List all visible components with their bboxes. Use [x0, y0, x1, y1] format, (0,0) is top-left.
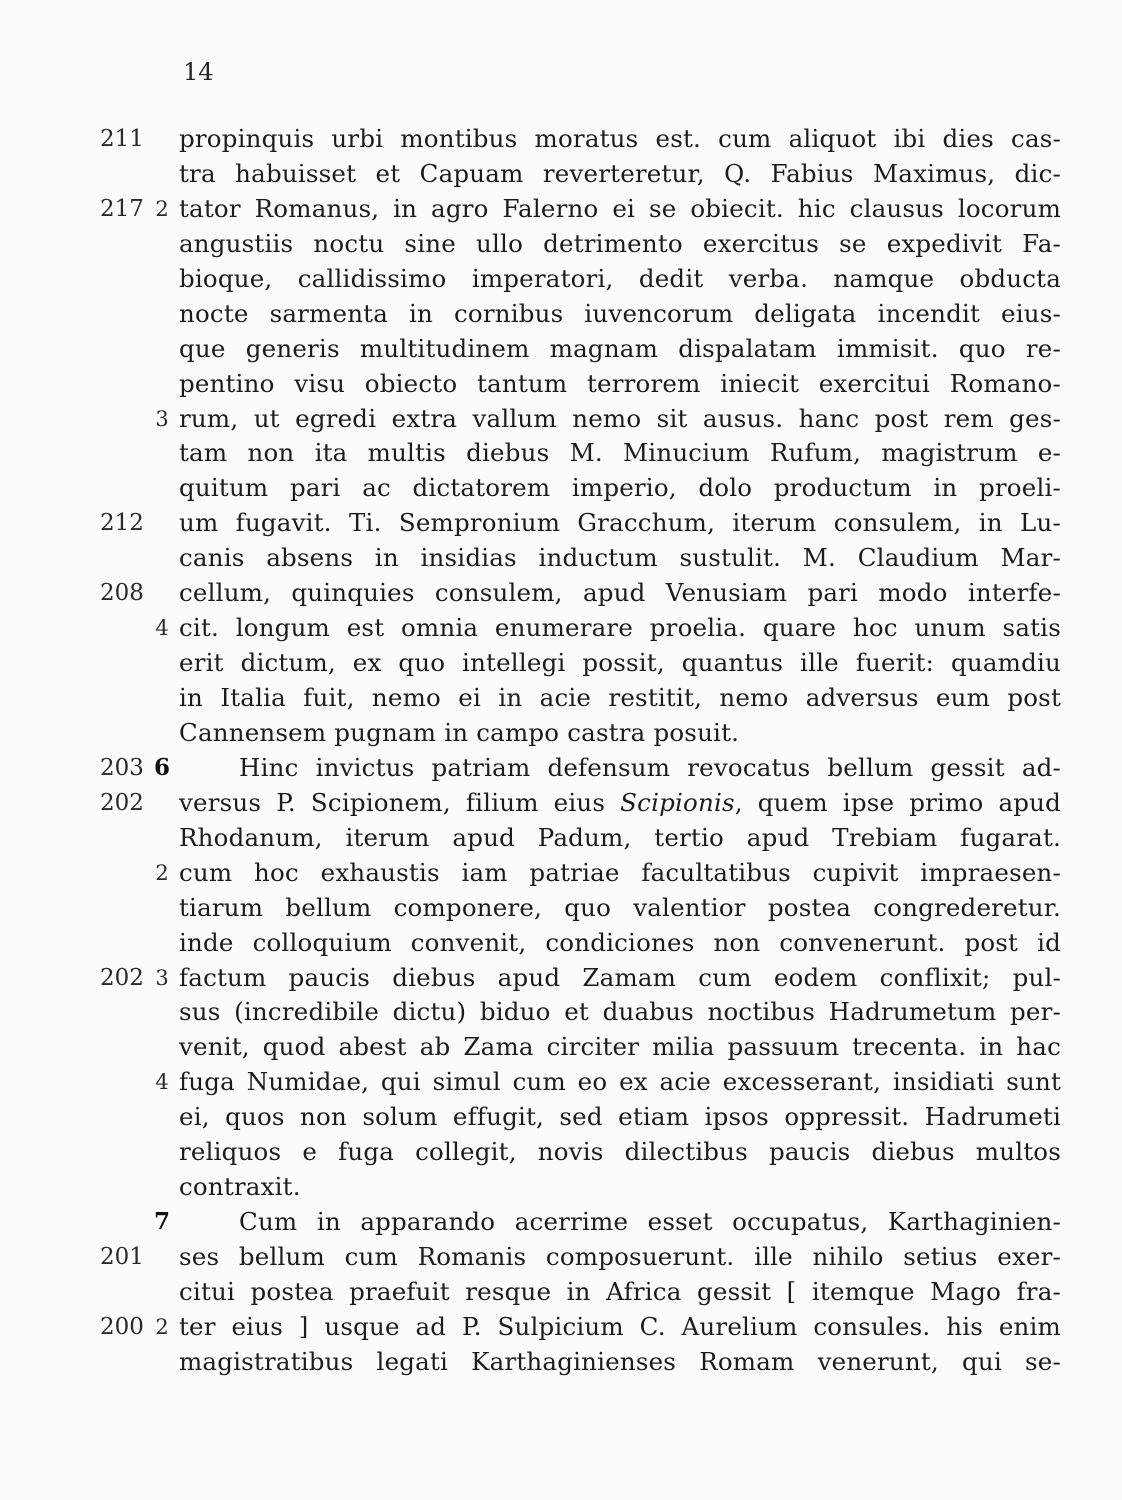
line-text: propinquis urbi montibus moratus est. cum aliquot ibi dies cas-	[179, 124, 1061, 153]
margin-year: 200	[100, 1313, 144, 1340]
text-line	[95, 1135, 1075, 1170]
line-text: venit, quod abest ab Zama circiter milia passuum trecenta. in hac	[179, 1032, 1061, 1062]
section-number: 4	[155, 1070, 169, 1095]
text-line	[95, 1345, 1075, 1380]
line-text: factum paucis diebus apud Zamam cum eodem conflixit; pul-	[179, 962, 1061, 992]
margin-year: 208	[100, 580, 144, 607]
line-text: contraxit.	[179, 1172, 301, 1202]
line-text: rum, ut egredi extra vallum nemo sit ausus. hanc post rem ges-	[179, 403, 1061, 433]
line-text: que generis multitudinem magnam dispalatam immisit. quo re-	[179, 333, 1061, 363]
section-number: 2	[155, 1314, 169, 1339]
section-number: 3	[155, 406, 169, 431]
text-line	[95, 297, 1075, 332]
text-line	[95, 926, 1075, 961]
text-line	[95, 786, 1075, 821]
text-line	[95, 646, 1075, 681]
line-text: tiarum bellum componere, quo valentior postea congrederetur.	[179, 892, 1061, 922]
line-text: Cannensem pugnam in campo castra posuit.	[179, 717, 740, 747]
line-text: pentino visu obiecto tantum terrorem iniecit exercitui Romano-	[179, 368, 1061, 398]
line-text: cum hoc exhaustis iam patriae facultatibus cupivit impraesen-	[179, 857, 1061, 887]
page-number: 14	[183, 58, 214, 86]
line-text-italic: Scipionis	[620, 787, 735, 817]
main-text-block	[95, 122, 1075, 1380]
line-text: tator Romanus, in agro Falerno ei se obiecit. hic clausus locorum	[179, 193, 1061, 223]
text-line	[95, 611, 1075, 646]
line-text: Cum in apparando acerrime esset occupatus, Karthaginien-	[239, 1207, 1061, 1237]
text-line	[95, 471, 1075, 506]
text-line	[95, 1205, 1075, 1240]
line-text: canis absens in insidias inductum sustulit. M. Claudium Mar-	[179, 543, 1061, 573]
margin-year: 217	[100, 195, 144, 222]
text-line	[95, 821, 1075, 856]
line-text: tra habuisset et Capuam reverteretur, Q. Fabius Maximus, dic-	[179, 158, 1061, 188]
text-line	[95, 1030, 1075, 1065]
text-line	[95, 1275, 1075, 1310]
line-text: ses bellum cum Romanis composuerunt. ille nihilo setius exer-	[179, 1242, 1061, 1271]
margin-year: 211	[100, 126, 144, 152]
line-text: cit. longum est omnia enumerare proelia. quare hoc unum satis	[179, 613, 1061, 643]
chapter-number: 6	[153, 753, 170, 781]
line-text: ei, quos non solum effugit, sed etiam ipsos oppressit. Hadrumeti	[179, 1102, 1061, 1132]
line-text	[179, 786, 1061, 821]
line-text: tam non ita multis diebus M. Minucium Rufum, magistrum e-	[179, 438, 1061, 468]
section-number: 2	[155, 196, 169, 221]
text-line	[95, 367, 1075, 402]
text-line	[95, 576, 1075, 611]
line-text: bioque, callidissimo imperatori, dedit verba. namque obducta	[179, 263, 1061, 293]
section-number: 3	[155, 965, 169, 990]
text-line	[95, 436, 1075, 471]
line-text: fuga Numidae, qui simul cum eo ex acie excesserant, insidiati sunt	[179, 1067, 1061, 1097]
line-text-part: versus P. Scipionem, filium eius	[179, 787, 621, 817]
text-line	[95, 1100, 1075, 1135]
text-line	[95, 506, 1075, 541]
line-text: ter eius ] usque ad P. Sulpicium C. Aurelium consules. his enim	[179, 1311, 1061, 1341]
chapter-number: 7	[153, 1208, 170, 1236]
margin-year: 201	[100, 1244, 144, 1270]
line-text: quitum pari ac dictatorem imperio, dolo productum in proeli-	[179, 473, 1061, 503]
text-line	[95, 1065, 1075, 1100]
section-number: 4	[155, 616, 169, 641]
text-line	[95, 856, 1075, 891]
section-number: 2	[155, 860, 169, 885]
line-text: inde colloquium convenit, condiciones non convenerunt. post id	[179, 927, 1061, 957]
text-line	[95, 1310, 1075, 1345]
text-line	[95, 541, 1075, 576]
margin-year: 202	[100, 789, 144, 816]
text-line	[95, 891, 1075, 926]
text-line	[95, 1170, 1075, 1205]
text-line	[95, 192, 1075, 227]
margin-year: 212	[100, 510, 144, 537]
line-text: Rhodanum, iterum apud Padum, tertio apud Trebiam fugarat.	[179, 822, 1061, 852]
text-line	[95, 122, 1075, 157]
line-text: reliquos e fuga collegit, novis dilectibus paucis diebus multos	[179, 1137, 1061, 1167]
line-text: cellum, quinquies consulem, apud Venusiam pari modo interfe-	[179, 578, 1061, 608]
text-line	[95, 995, 1075, 1030]
text-line	[95, 402, 1075, 437]
text-line	[95, 262, 1075, 297]
line-text: magistratibus legati Karthaginienses Romam venerunt, qui se-	[179, 1346, 1061, 1376]
text-line	[95, 1240, 1075, 1275]
text-line	[95, 961, 1075, 996]
text-line	[95, 227, 1075, 262]
line-text: nocte sarmenta in cornibus iuvencorum deligata incendit eius-	[179, 298, 1061, 328]
line-text: um fugavit. Ti. Sempronium Gracchum, iterum consulem, in Lu-	[179, 508, 1061, 538]
line-text: angustiis noctu sine ullo detrimento exercitus se expedivit Fa-	[179, 228, 1061, 258]
margin-year: 202	[100, 964, 144, 991]
line-text: citui postea praefuit resque in Africa gessit [ itemque Mago fra-	[179, 1276, 1061, 1306]
line-text: in Italia fuit, nemo ei in acie restitit, nemo adversus eum post	[179, 683, 1061, 712]
line-text: Hinc invictus patriam defensum revocatus bellum gessit ad-	[239, 752, 1061, 782]
line-text-part: , quem ipse primo apud	[734, 787, 1061, 817]
line-text: erit dictum, ex quo intellegi possit, quantus ille fuerit: quamdiu	[179, 648, 1061, 678]
margin-year: 203	[100, 754, 144, 781]
text-line	[95, 681, 1075, 716]
text-line	[95, 157, 1075, 192]
line-text: sus (incredibile dictu) biduo et duabus noctibus Hadrumetum per-	[179, 997, 1061, 1027]
text-line	[95, 716, 1075, 751]
text-line	[95, 332, 1075, 367]
text-line	[95, 751, 1075, 786]
